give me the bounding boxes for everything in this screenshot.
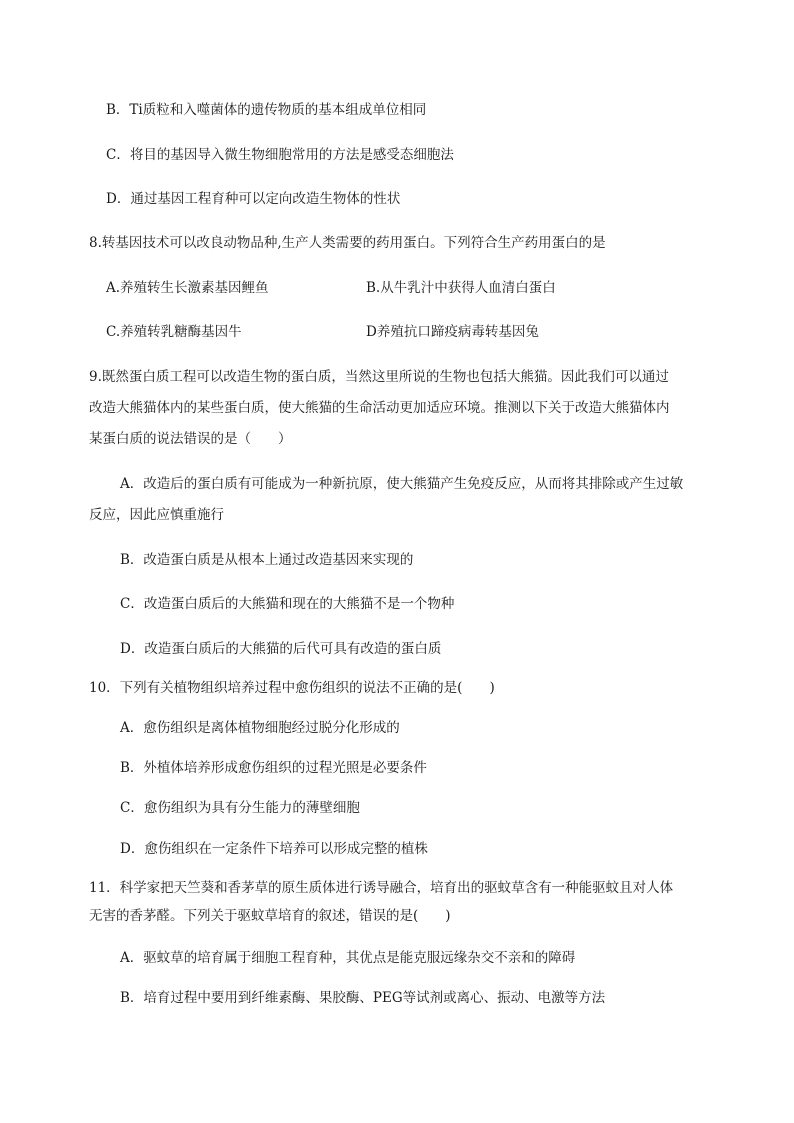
q9-stem-line-1: 9.既然蛋白质工程可以改造生物的蛋白质，当然这里所说的生物也包括大熊猫。因此我们可以通过 <box>89 369 669 385</box>
q9-option-b: B．改造蛋白质是从根本上通过改造基因来实现的 <box>120 552 414 568</box>
q9-option-d: D．改造蛋白质后的大熊猫的后代可具有改造的蛋白质 <box>120 641 442 657</box>
q10-option-b: B．外植体培养形成愈伤组织的过程光照是必要条件 <box>120 760 427 776</box>
q8-stem: 8.转基因技术可以改良动物品种,生产人类需要的药用蛋白。下列符合生产药用蛋白的是 <box>89 235 606 251</box>
q9-option-a-line-1: A．改造后的蛋白质有可能成为一种新抗原，使大熊猫产生免疫反应，从而将其排除或产生过敏 <box>120 476 684 492</box>
q7-option-d: D．通过基因工程育种可以定向改造生物体的性状 <box>106 191 401 207</box>
q7-option-b: B．Ti质粒和入噬菌体的遗传物质的基本组成单位相同 <box>106 102 427 118</box>
q8-option-b: B.从牛乳汁中获得人血清白蛋白 <box>366 280 556 296</box>
q11-stem-line-2: 无害的香茅醛。下列关于驱蚊草培育的叙述，错误的是( ) <box>89 908 451 924</box>
q10-option-a: A．愈伤组织是离体植物细胞经过脱分化形成的 <box>120 720 400 736</box>
q7-option-c: C．将目的基因导入微生物细胞常用的方法是感受态细胞法 <box>106 147 454 163</box>
q8-option-c: C.养殖转乳糖酶基因牛 <box>106 324 242 340</box>
q9-stem-line-2: 改造大熊猫体内的某些蛋白质，使大熊猫的生命活动更加适应环境。推测以下关于改造大熊猫体内 <box>89 400 670 416</box>
q11-option-b: B．培育过程中要用到纤维素酶、果胶酶、PEG等试剂或离心、振动、电激等方法 <box>120 990 606 1006</box>
q11-option-a: A．驱蚊草的培育属于细胞工程育种，其优点是能克服远缘杂交不亲和的障碍 <box>120 950 576 966</box>
q11-stem-line-1: 11．科学家把天竺葵和香茅草的原生质体进行诱导融合，培育出的驱蚊草含有一种能驱蚊且对人体 <box>89 880 674 896</box>
q9-stem-line-3: 某蛋白质的说法错误的是（ ） <box>89 431 292 447</box>
q10-option-d: D．愈伤组织在一定条件下培养可以形成完整的植株 <box>120 841 428 857</box>
q10-stem: 10．下列有关植物组织培养过程中愈伤组织的说法不正确的是( ) <box>89 680 495 696</box>
q8-option-d: D养殖抗口蹄疫病毒转基因兔 <box>366 324 539 340</box>
q10-option-c: C．愈伤组织为具有分生能力的薄壁细胞 <box>120 800 360 816</box>
q9-option-a-line-2: 反应，因此应慎重施行 <box>89 507 224 523</box>
q8-option-a: A.养殖转生长激素基因鲤鱼 <box>106 280 269 296</box>
q9-option-c: C．改造蛋白质后的大熊猫和现在的大熊猫不是一个物种 <box>120 596 455 612</box>
